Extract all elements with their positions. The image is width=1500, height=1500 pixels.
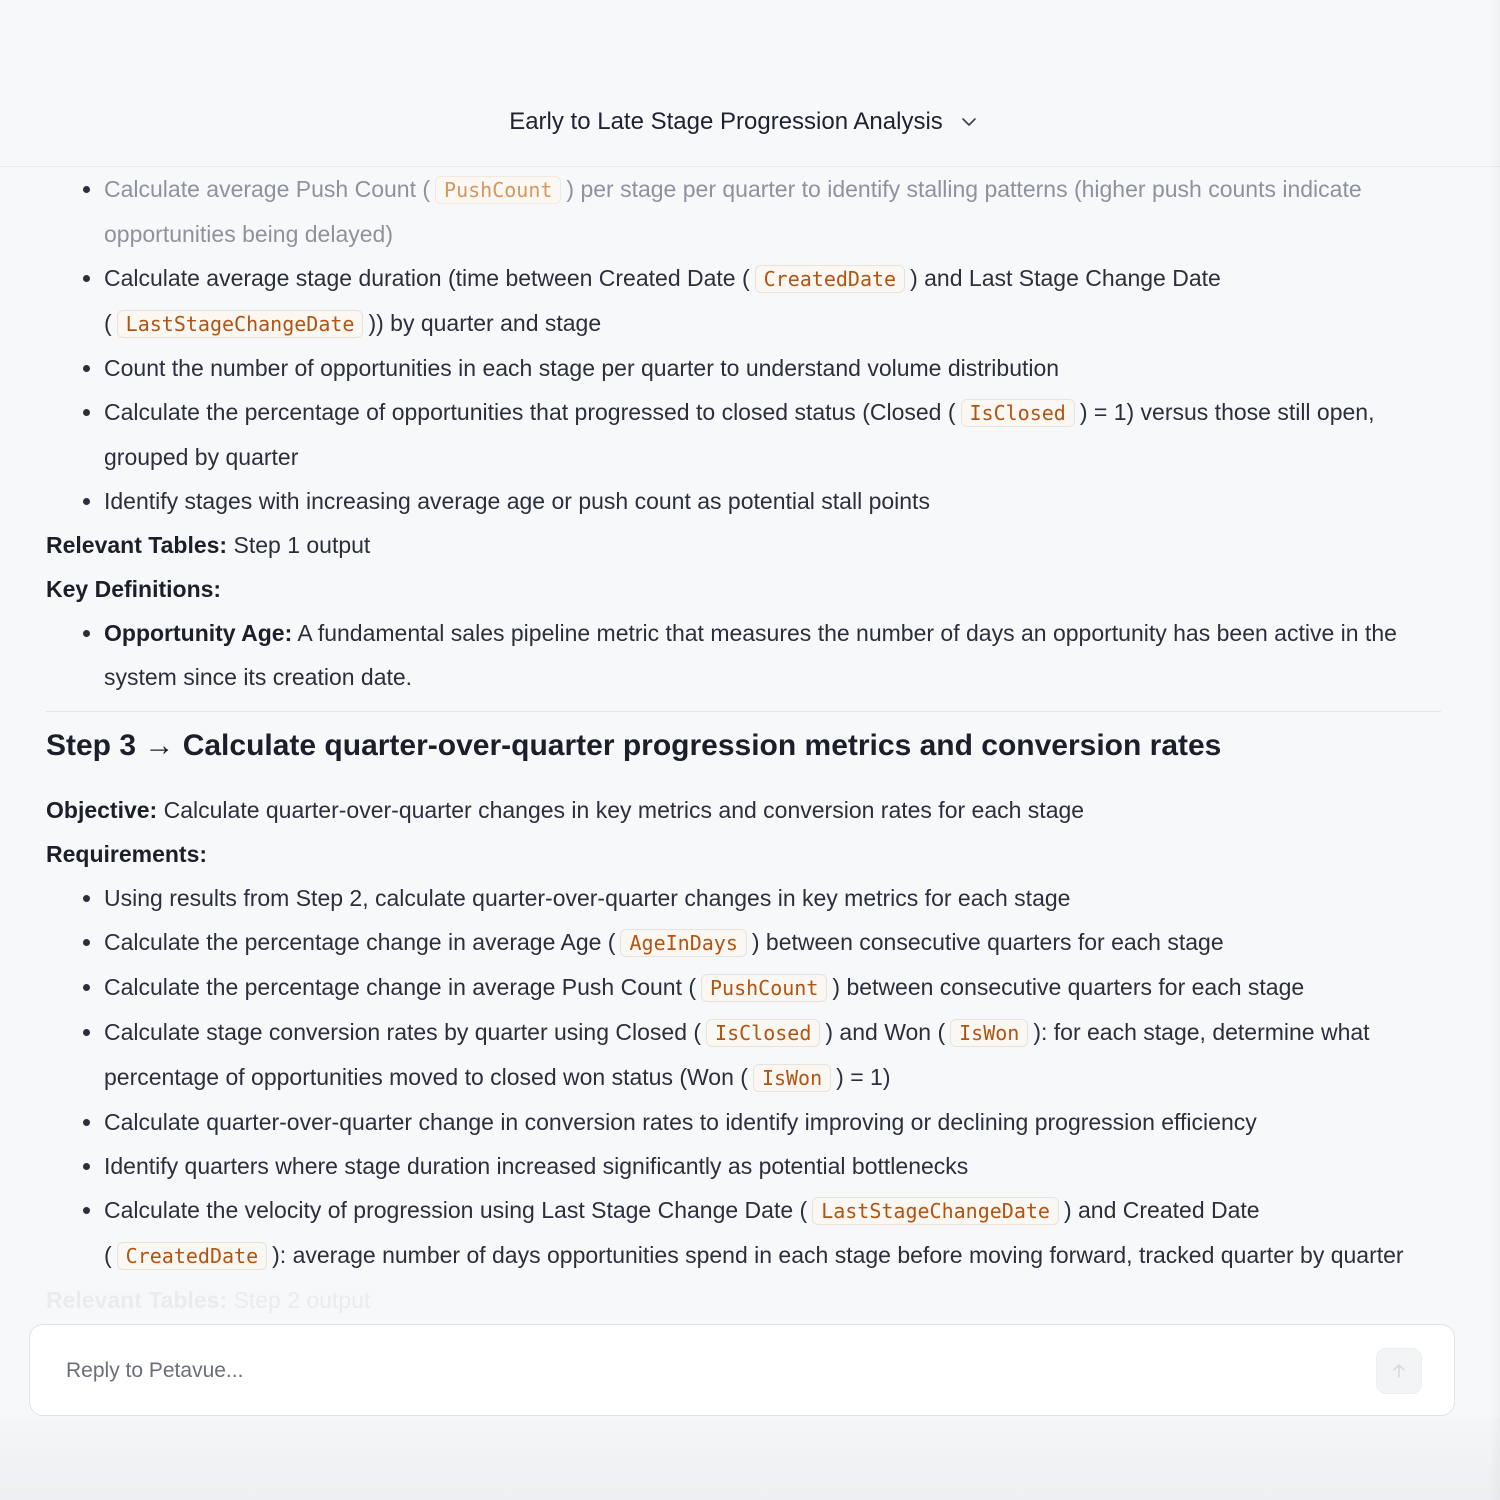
reply-composer bbox=[29, 1324, 1455, 1416]
list-item: • Identify stages with increasing average age or push count as potential stall points bbox=[104, 479, 1441, 523]
key-definitions-label: Key Definitions: bbox=[46, 576, 222, 602]
list-item: • Calculate the percentage change in average Push Count ( PushCount ) between consecutive quarters for each stage bbox=[104, 965, 1441, 1010]
step3-relevant-tables: Relevant Tables: Step 2 output bbox=[46, 1287, 371, 1313]
inline-code: LastStageChangeDate bbox=[117, 310, 364, 338]
list-item: • Opportunity Age: A fundamental sales pipeline metric that measures the number of days an opportunity has been active in the system since its creation date. bbox=[104, 611, 1441, 699]
list-item: • Calculate quarter-over-quarter change in conversion rates to identify improving or declining progression efficiency bbox=[104, 1100, 1441, 1144]
list-item: • Calculate the percentage of opportunities that progressed to closed status (Closed ( IsClosed ) = 1) versus those still open, grouped by quarter bbox=[104, 390, 1441, 479]
key-definitions-list bbox=[46, 611, 1441, 699]
send-button[interactable] bbox=[1376, 1348, 1422, 1394]
inline-code: PushCount bbox=[701, 974, 827, 1002]
list-item: • Identify quarters where stage duration increased significantly as potential bottlenecks bbox=[104, 1144, 1441, 1188]
inline-code: IsClosed bbox=[961, 399, 1075, 427]
step2-requirements-list bbox=[46, 167, 1441, 523]
list-item: • Calculate average stage duration (time between Created Date ( CreatedDate ) and Last Stage Change Date ( LastStageChangeDate )) by quarter and stage bbox=[104, 256, 1441, 346]
inline-code: LastStageChangeDate bbox=[812, 1197, 1059, 1225]
list-item: • Calculate the percentage change in average Age ( AgeInDays ) between consecutive quarters for each stage bbox=[104, 920, 1441, 965]
inline-code: PushCount bbox=[435, 176, 561, 204]
reply-input[interactable] bbox=[64, 1353, 1348, 1389]
bottom-band bbox=[0, 1418, 1500, 1500]
step2-relevant-tables: Relevant Tables: Step 1 output bbox=[46, 532, 371, 558]
list-item: • Calculate the velocity of progression using Last Stage Change Date ( LastStageChangeDate ) and Created Date ( CreatedDate ): average number of days opportunities spend in each stage before moving forward, tracked quarter by quarter bbox=[104, 1188, 1441, 1278]
step3-objective: Objective: Calculate quarter-over-quarter changes in key metrics and conversion rates for each stage bbox=[46, 797, 1085, 823]
chevron-down-icon bbox=[959, 112, 979, 132]
section-divider bbox=[46, 711, 1441, 712]
inline-code: IsWon bbox=[950, 1019, 1028, 1047]
list-item: • Using results from Step 2, calculate quarter-over-quarter changes in key metrics for each stage bbox=[104, 876, 1441, 920]
inline-code: CreatedDate bbox=[117, 1242, 267, 1270]
list-item: • Count the number of opportunities in each stage per quarter to understand volume distribution bbox=[104, 346, 1441, 390]
step3-requirements-label: Requirements: bbox=[46, 841, 208, 867]
arrow-up-icon bbox=[1390, 1362, 1408, 1380]
list-item: • Calculate stage conversion rates by quarter using Closed ( IsClosed ) and Won ( IsWon ): for each stage, determine what percentage of opportunities moved to closed won status (Won ( IsWon ) = 1) bbox=[104, 1010, 1441, 1100]
inline-code: IsClosed bbox=[706, 1019, 820, 1047]
conversation-title: Early to Late Stage Progression Analysis bbox=[509, 108, 943, 135]
step3-requirements-list bbox=[46, 876, 1441, 1278]
inline-code: IsWon bbox=[753, 1064, 831, 1092]
right-edge-shadow bbox=[1488, 0, 1500, 1500]
conversation-header bbox=[0, 0, 1500, 167]
inline-code: CreatedDate bbox=[755, 265, 905, 293]
list-item: • Calculate average Push Count ( PushCount ) per stage per quarter to identify stalling patterns (higher push counts indicate opportunities being delayed) bbox=[104, 167, 1441, 256]
message-content bbox=[0, 167, 1500, 1327]
conversation-title-dropdown[interactable] bbox=[509, 108, 979, 136]
inline-code: AgeInDays bbox=[620, 929, 746, 957]
step3-heading: Step 3 → Calculate quarter-over-quarter progression metrics and conversion rates bbox=[46, 729, 1222, 762]
